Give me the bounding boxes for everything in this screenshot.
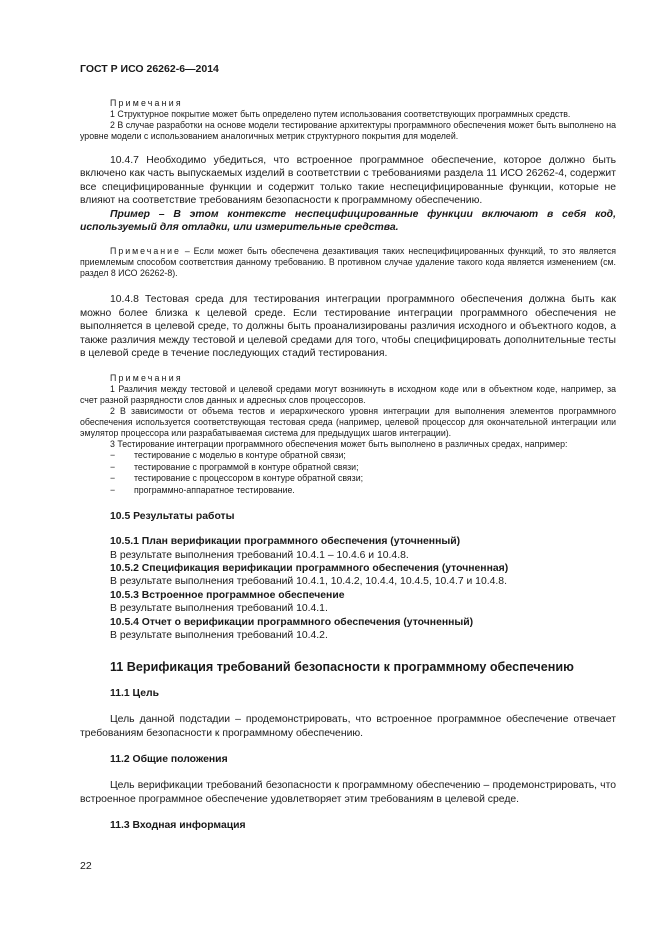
notes-label: Примечания	[110, 98, 183, 108]
clause-10-4-8: 10.4.8 Тестовая среда для тестирования интеграции программного обеспечения должна быть как можно более близка к целевой среде. Если тестирование интеграции программного обеспечения не выполняется в целевой среде, то должны быть проанализированы различия исходного и объектного кодов, а также различия между тестовой и целевой средами для того, чтобы специфицировать дополнительные тесты в целевой среде в течение последующих стадий тестирования.	[80, 294, 616, 360]
section-heading-11-3: 11.3 Входная информация	[110, 819, 246, 831]
paragraph-11-2: Цель верификации требований безопасности к программному обеспечению – продемонстрировать, что встроенное программное обеспечение удовлетворяет этим требованиям в целевой среде.	[80, 780, 616, 805]
section-heading-11-1: 11.1 Цель	[110, 688, 160, 700]
note-label-inline: Примечание	[110, 246, 181, 257]
note-item: 1 Различия между тестовой и целевой средами могут возникнуть в исходном коде или в объектном коде, например, за счет разной разрядности слов данных и адресных слов процессоров.	[80, 384, 616, 406]
notes-label: Примечания	[110, 373, 183, 384]
subsection-text: В результате выполнения требований 10.4.1.	[110, 603, 328, 615]
subsection-title: 10.5.1 План верификации программного обеспечения (уточненный)	[110, 536, 461, 548]
note-text: – Если может быть обеспечена дезактивация таких неспецифицированных функций, то это является приемлемым способом соответствия данному требованию. В противном случае удаление такого кода является изменением (см. раздел 8 ИСО 26262-8).	[80, 246, 616, 279]
section-heading-10-5: 10.5 Результаты работы	[110, 511, 235, 523]
dash-marker: −	[110, 473, 116, 484]
subsection-title: 10.5.4 Отчет о верификации программного обеспечения (уточненный)	[110, 616, 474, 628]
environment-list	[80, 450, 616, 496]
subsection-text: В результате выполнения требований 10.4.2.	[110, 629, 328, 641]
chapter-heading-11: 11 Верификация требований безопасности к программному обеспечению	[110, 660, 574, 675]
note-single	[80, 246, 616, 279]
document-header: ГОСТ Р ИСО 26262-6—2014	[80, 63, 219, 75]
clause-10-4-7: 10.4.7 Необходимо убедиться, что встроенное программное обеспечение, которое должно быть включено как часть выпускаемых изделий в соответствии с требованиями раздела 11 ИСО 26262-4, содержит все специфицированные функции и содержит только такие неспецифицированные функции, которые не влияют на соответствие требованиям безопасности к программному обеспечению.	[80, 155, 616, 207]
dash-marker: −	[110, 484, 116, 495]
subsection-text: В результате выполнения требований 10.4.1, 10.4.2, 10.4.4, 10.4.5, 10.4.7 и 10.4.8.	[110, 576, 507, 588]
example-text: Пример – В этом контексте неспецифицированные функции включают в себя код, используемый для отладки, или измерительные средства.	[80, 208, 616, 234]
paragraph-11-1: Цель данной подстадии – продемонстрировать, что встроенное программное обеспечение отвечает требованиям безопасности к программному обеспечению.	[80, 714, 616, 739]
page-content	[80, 98, 616, 832]
note-item: 1 Структурное покрытие может быть определено путем использования соответствующих программных средств.	[110, 109, 571, 119]
page-number: 22	[80, 860, 92, 872]
note-item: 2 В случае разработки на основе модели тестирование архитектуры программного обеспечения может быть выполнено на уровне модели с использованием аналогичных метрик структурного покрытия для моделей.	[80, 120, 616, 141]
note-item: 2 В зависимости от объема тестов и иерархического уровня интеграции для выполнения элементов программного обеспечения используется соответствующая тестовая среда (например, целевой процессор для окончательной интеграции или эмулятор процессора или разрабатываемая система для предыдущих шагов интеграции).	[80, 406, 616, 439]
list-item: − программно-аппаратное тестирование.	[110, 484, 295, 495]
dash-marker: −	[110, 450, 116, 461]
section-heading-11-2: 11.2 Общие положения	[110, 754, 228, 766]
note-item: 3 Тестирование интеграции программного обеспечения может быть выполнено в различных средах, например:	[110, 439, 568, 450]
list-item: − тестирование с программой в контуре обратной связи;	[110, 461, 359, 472]
subsection-title: 10.5.2 Спецификация верификации программного обеспечения (уточненная)	[110, 562, 509, 574]
list-item: − тестирование с моделью в контуре обратной связи;	[110, 450, 346, 461]
subsection-title: 10.5.3 Встроенное программное обеспечение	[110, 589, 345, 601]
list-item: − тестирование с процессором в контуре обратной связи;	[110, 473, 364, 484]
dash-marker: −	[110, 461, 116, 472]
subsection-text: В результате выполнения требований 10.4.1 – 10.4.6 и 10.4.8.	[110, 549, 409, 561]
